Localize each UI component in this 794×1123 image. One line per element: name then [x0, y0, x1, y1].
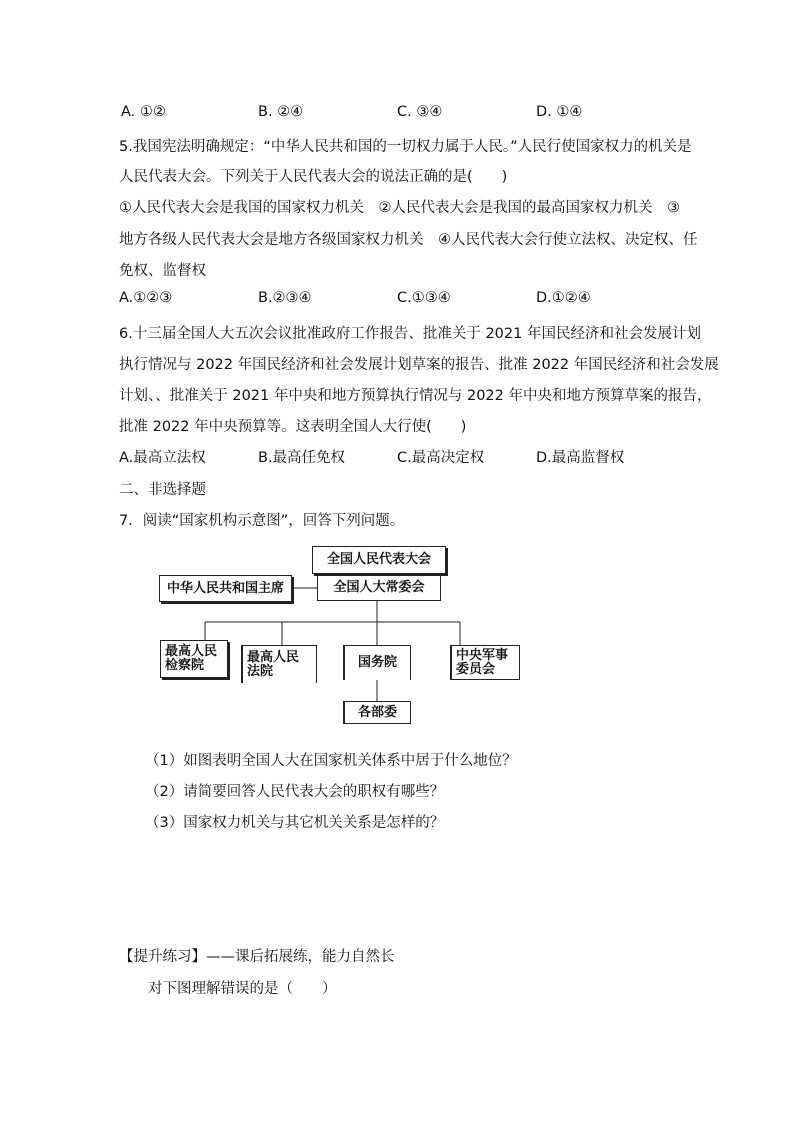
standing-committee-label: 全国人大常委会	[333, 580, 425, 595]
court-label-1: 最高人民	[247, 649, 300, 665]
npc-box	[312, 546, 446, 574]
q6-line-1: 6.十三届全国人大五次会议批准政府工作报告、批准关于 2021 年国民经济和社会发展计划	[119, 326, 701, 342]
standing-committee-box	[317, 575, 441, 601]
q6-line-4: 批准 2022 年中央预算等。这表明全国人大行使( )	[119, 419, 467, 435]
procuratorate-label-1: 最高人民	[165, 644, 218, 659]
state-council-label: 国务院	[357, 655, 397, 670]
q6-line-3: 计划、、批准关于 2021 年中央和地方预算执行情况与 2022 年中央和地方预算草案的报告，	[119, 388, 712, 404]
q6-option-a: A.最高立法权	[119, 450, 206, 466]
q5-option-c: C.①③④	[397, 290, 451, 306]
section-title: 二、非选择题	[119, 482, 206, 498]
q7-question-3: （3）国家权力机关与其它机关关系是怎样的？	[145, 815, 445, 831]
q5-line-5: 免权、监督权	[119, 263, 206, 279]
q4-option-d: D. ①④	[536, 104, 583, 120]
npc-label: 全国人民代表大会	[326, 552, 431, 567]
q7-question-1: （1）如图表明全国人大在国家机关体系中居于什么地位？	[145, 753, 517, 769]
practice-question: 对下图理解错误的是（ ）	[148, 981, 337, 997]
q5-option-b: B.②③④	[258, 290, 312, 306]
q6-option-b: B.最高任免权	[258, 450, 346, 466]
q7-question-2: （2）请简要回答人民代表大会的职权有哪些？	[145, 784, 445, 800]
military-commission-box	[450, 645, 520, 680]
ministries-label: 各部委	[357, 704, 397, 720]
q6-option-c: C.最高决定权	[397, 450, 485, 466]
president-label: 中华人民共和国主席	[166, 580, 284, 596]
state-council-box	[343, 645, 411, 680]
q5-line-1: 5.我国宪法明确规定：“中华人民共和国的一切权力属于人民。”人民行使国家权力的机关是	[119, 139, 692, 155]
ministries-box	[343, 701, 411, 724]
practice-title: 【提升练习】——课后拓展练，能力自然长	[119, 949, 395, 965]
procuratorate-box	[160, 640, 228, 678]
military-commission-label-2: 委员会	[456, 661, 496, 677]
q5-line-4: 地方各级人民代表大会是地方各级国家权力机关 ④人民代表大会行使立法权、决定权、任	[119, 232, 698, 248]
court-box	[241, 645, 317, 683]
q7-intro: 7．阅读“国家机构示意图”，回答下列问题。	[119, 513, 405, 529]
military-commission-label-1: 中央军事	[456, 647, 509, 663]
q6-line-2: 执行情况与 2022 年国民经济和社会发展计划草案的报告、批准 2022 年国民经济和社会发展	[119, 357, 719, 373]
q6-option-d: D.最高监督权	[536, 450, 625, 466]
q5-line-2: 人民代表大会。下列关于人民代表大会的说法正确的是( )	[119, 169, 508, 185]
q4-option-a: A. ①②	[121, 104, 166, 120]
q5-option-a: A.①②③	[119, 290, 173, 306]
q5-line-3: ①人民代表大会是我国的国家权力机关 ②人民代表大会是我国的最高国家权力机关 ③	[119, 200, 680, 216]
procuratorate-label-2: 检察院	[165, 658, 205, 673]
president-box	[159, 575, 292, 602]
q4-option-b: B. ②④	[258, 104, 304, 120]
q4-option-c: C. ③④	[397, 104, 443, 120]
q5-option-d: D.①②④	[536, 290, 591, 306]
court-label-2: 法院	[247, 663, 274, 679]
